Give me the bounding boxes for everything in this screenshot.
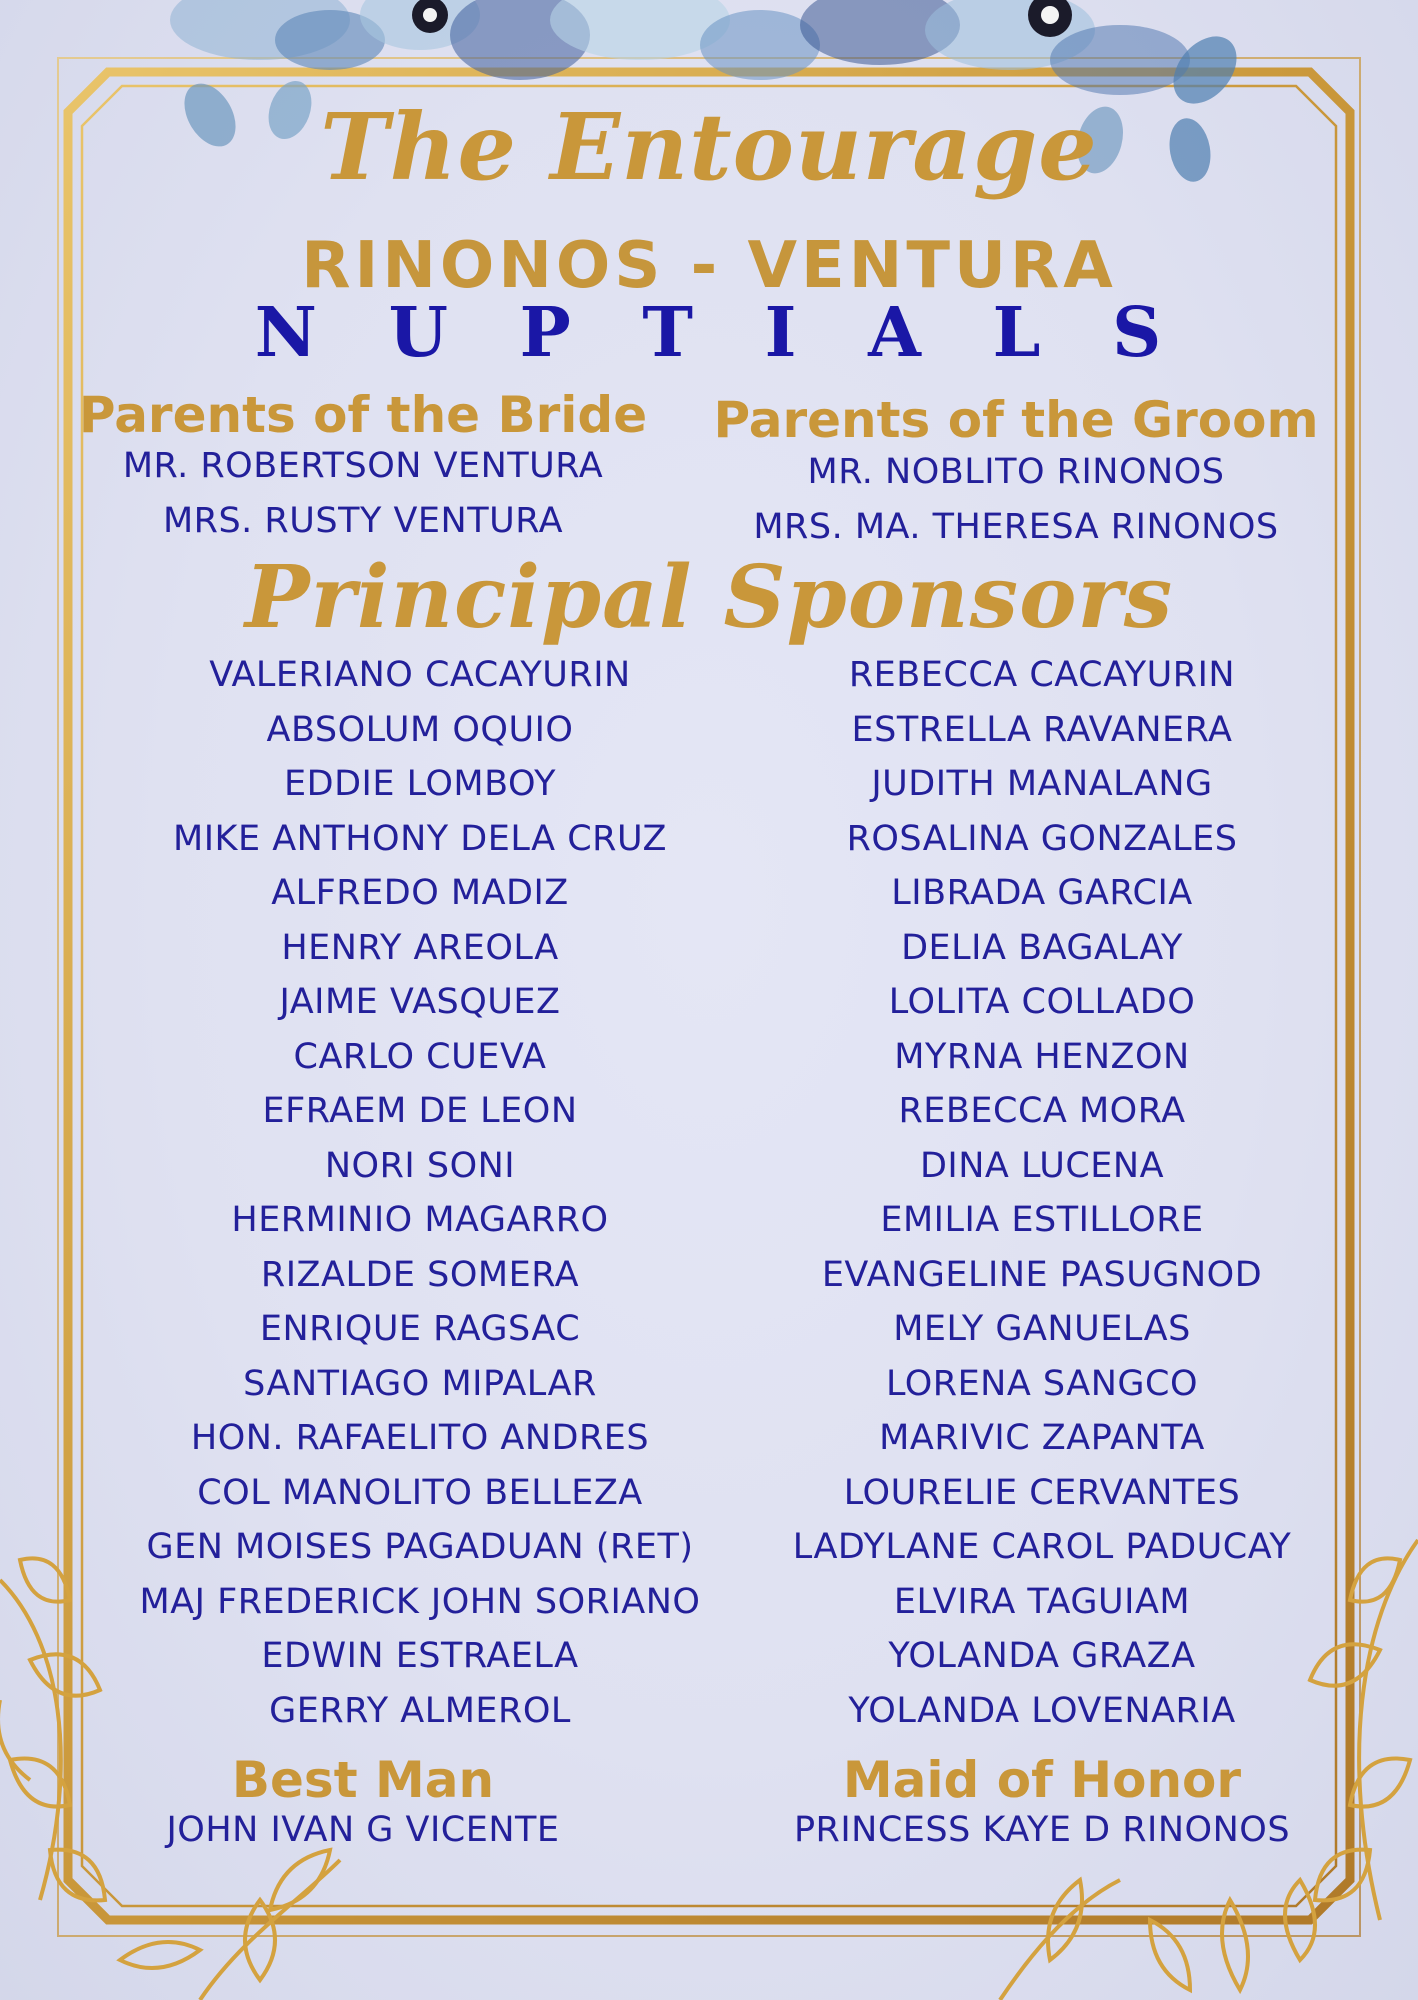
sponsor-name: EFRAEM DE LEON [262, 1091, 578, 1131]
sponsor-name: MYRNA HENZON [894, 1036, 1190, 1077]
sponsor-name: MARIVIC ZAPANTA [879, 1418, 1205, 1458]
sponsors-left-list [100, 651, 740, 1741]
sponsor-name: EMILIA ESTILLORE [880, 1200, 1204, 1240]
sponsor-name: COL MANOLITO BELLEZA [197, 1472, 643, 1513]
parents-groom-name-2: MRS. MA. THERESA RINONOS [753, 507, 1279, 547]
sponsor-name: LADYLANE CAROL PADUCAY [792, 1527, 1292, 1567]
sponsor-name: JAIME VASQUEZ [279, 982, 561, 1022]
sponsor-name: VALERIANO CACAYURIN [209, 655, 631, 695]
nuptials-heading [0, 293, 1418, 373]
couple-names: RINONOS - VENTURA [301, 229, 1117, 303]
parents-bride-heading: Parents of the Bride [78, 386, 648, 444]
sponsor-name: HERMINIO MAGARRO [231, 1200, 609, 1240]
sponsor-name: CARLO CUEVA [293, 1036, 547, 1077]
sponsor-name: MAJ FREDERICK JOHN SORIANO [139, 1581, 701, 1622]
maid-of-honor-heading: Maid of Honor [842, 1751, 1242, 1809]
best-man-heading: Best Man [231, 1751, 495, 1809]
sponsor-name: DINA LUCENA [919, 1145, 1165, 1186]
page-title: The Entourage [320, 93, 1098, 201]
sponsor-name: HON. RAFAELITO ANDRES [190, 1418, 650, 1458]
best-man-name: JOHN IVAN G VICENTE [166, 1810, 560, 1850]
sponsor-name: LORENA SANGCO [885, 1363, 1199, 1404]
sponsor-name: YOLANDA GRAZA [888, 1636, 1196, 1676]
sponsor-name: ELVIRA TAGUIAM [893, 1581, 1191, 1622]
parents-bride-name-1: MR. ROBERTSON VENTURA [122, 446, 604, 486]
sponsor-name: EDWIN ESTRAELA [261, 1636, 579, 1676]
sponsor-name: LOURELIE CERVANTES [843, 1472, 1241, 1513]
sponsor-name: GEN MOISES PAGADUAN (RET) [146, 1527, 694, 1567]
sponsor-name: YOLANDA LOVENARIA [848, 1690, 1236, 1731]
sponsor-name: ABSOLUM OQUIO [266, 709, 574, 750]
sponsors-right-list [732, 651, 1352, 1741]
sponsor-name: MELY GANUELAS [893, 1309, 1191, 1349]
sponsor-name: EDDIE LOMBOY [284, 764, 556, 804]
sponsor-name: DELIA BAGALAY [901, 927, 1183, 968]
sponsor-name: ROSALINA GONZALES [846, 818, 1238, 859]
sponsor-name: ESTRELLA RAVANERA [851, 709, 1233, 750]
parents-groom-name-1: MR. NOBLITO RINONOS [807, 452, 1225, 492]
sponsor-name: LOLITA COLLADO [888, 982, 1196, 1022]
sponsor-name: EVANGELINE PASUGNOD [821, 1254, 1263, 1295]
maid-of-honor-name: PRINCESS KAYE D RINONOS [793, 1810, 1291, 1850]
sponsor-name: GERRY ALMEROL [269, 1690, 571, 1731]
nuptials-text: N U P T I A L S [254, 293, 1164, 373]
parents-bride-name-2: MRS. RUSTY VENTURA [162, 501, 564, 541]
sponsor-name: LIBRADA GARCIA [891, 873, 1193, 913]
principal-sponsors-heading: Principal Sponsors [244, 547, 1174, 648]
sponsor-name: ALFREDO MADIZ [271, 873, 569, 913]
sponsor-name: MIKE ANTHONY DELA CRUZ [173, 818, 667, 859]
sponsor-name: REBECCA CACAYURIN [848, 655, 1236, 695]
sponsor-name: SANTIAGO MIPALAR [243, 1363, 597, 1404]
sponsor-name: ENRIQUE RAGSAC [259, 1309, 581, 1349]
sponsor-name: NORI SONI [324, 1145, 516, 1186]
sponsor-name: HENRY AREOLA [281, 927, 559, 968]
parents-groom-heading: Parents of the Groom [713, 391, 1319, 449]
sponsor-name: REBECCA MORA [898, 1091, 1186, 1131]
sponsor-name: RIZALDE SOMERA [260, 1254, 580, 1295]
sponsor-name: JUDITH MANALANG [871, 764, 1213, 804]
